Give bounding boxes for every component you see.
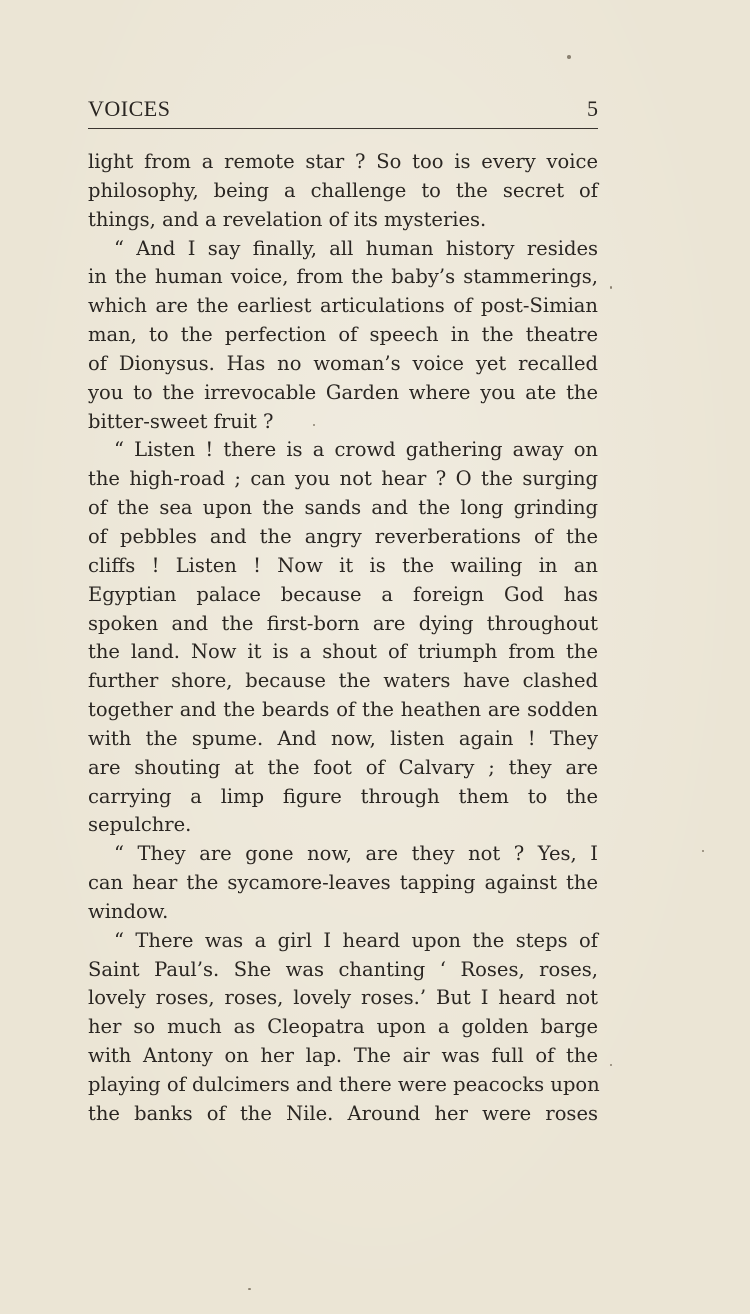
text-line: which are the earliest articulations of post-Simian bbox=[88, 294, 598, 318]
running-head: VOICES bbox=[88, 96, 171, 121]
text-line: the banks of the Nile. Around her were roses bbox=[88, 1101, 598, 1125]
body-text bbox=[88, 148, 598, 1129]
text-line: are shouting at the foot of Calvary ; they are bbox=[88, 755, 598, 779]
text-line: of Dionysus. Has no woman’s voice yet recalled bbox=[88, 351, 598, 375]
paper-speck bbox=[248, 1288, 251, 1290]
text-line: man, to the perfection of speech in the theatre bbox=[88, 323, 598, 347]
paper-speck bbox=[610, 1064, 612, 1066]
text-line: light from a remote star ? So too is every voice bbox=[88, 150, 598, 173]
text-line: together and the beards of the heathen are sodden bbox=[88, 698, 598, 722]
text-line: spoken and the first-born are dying throughout bbox=[88, 611, 598, 635]
paper-speck bbox=[610, 286, 612, 289]
text-line: the land. Now it is a shout of triumph from the bbox=[88, 640, 598, 664]
text-line: “ Listen ! there is a crowd gathering away on bbox=[114, 438, 598, 462]
text-line: you to the irrevocable Garden where you ate the bbox=[88, 380, 598, 404]
paper-speck bbox=[567, 55, 571, 59]
text-line: further shore, because the waters have clashed bbox=[88, 669, 598, 693]
page-header bbox=[88, 92, 598, 126]
text-line: playing of dulcimers and there were peacocks upon bbox=[88, 1073, 600, 1096]
text-line: Egyptian palace because a foreign God has bbox=[88, 582, 598, 606]
text-line: the high-road ; can you not hear ? O the surging bbox=[88, 467, 598, 491]
text-line: bitter-sweet fruit ? bbox=[88, 409, 274, 433]
text-line: “ They are gone now, are they not ? Yes, I bbox=[114, 842, 598, 866]
text-line: philosophy, being a challenge to the secret of bbox=[88, 178, 598, 202]
header-rule bbox=[88, 128, 598, 129]
text-line: lovely roses, roses, lovely roses.’ But I heard not bbox=[88, 986, 598, 1010]
page-number: 5 bbox=[587, 96, 598, 121]
text-line: Saint Paul’s. She was chanting ‘ Roses, roses, bbox=[88, 957, 598, 981]
text-line: things, and a revelation of its mysteries. bbox=[88, 207, 487, 231]
text-line: in the human voice, from the baby’s stammerings, bbox=[88, 265, 598, 289]
text-line: “ There was a girl I heard upon the steps of bbox=[114, 928, 598, 952]
text-line: sepulchre. bbox=[88, 813, 192, 837]
text-line: carrying a limp figure through them to the bbox=[88, 784, 598, 808]
text-line: “ And I say finally, all human history resides bbox=[114, 236, 598, 260]
text-line: cliffs ! Listen ! Now it is the wailing in an bbox=[88, 553, 598, 577]
text-line: with the spume. And now, listen again ! They bbox=[88, 726, 598, 750]
text-line: of pebbles and the angry reverberations of the bbox=[88, 524, 598, 548]
text-line: window. bbox=[88, 899, 169, 923]
paper-speck bbox=[702, 850, 704, 852]
text-line: of the sea upon the sands and the long grinding bbox=[88, 496, 598, 520]
text-line: with Antony on her lap. The air was full of the bbox=[88, 1044, 598, 1068]
paper-speck bbox=[313, 424, 315, 426]
text-line: her so much as Cleopatra upon a golden barge bbox=[88, 1015, 598, 1039]
text-line: can hear the sycamore-leaves tapping against the bbox=[88, 871, 598, 895]
